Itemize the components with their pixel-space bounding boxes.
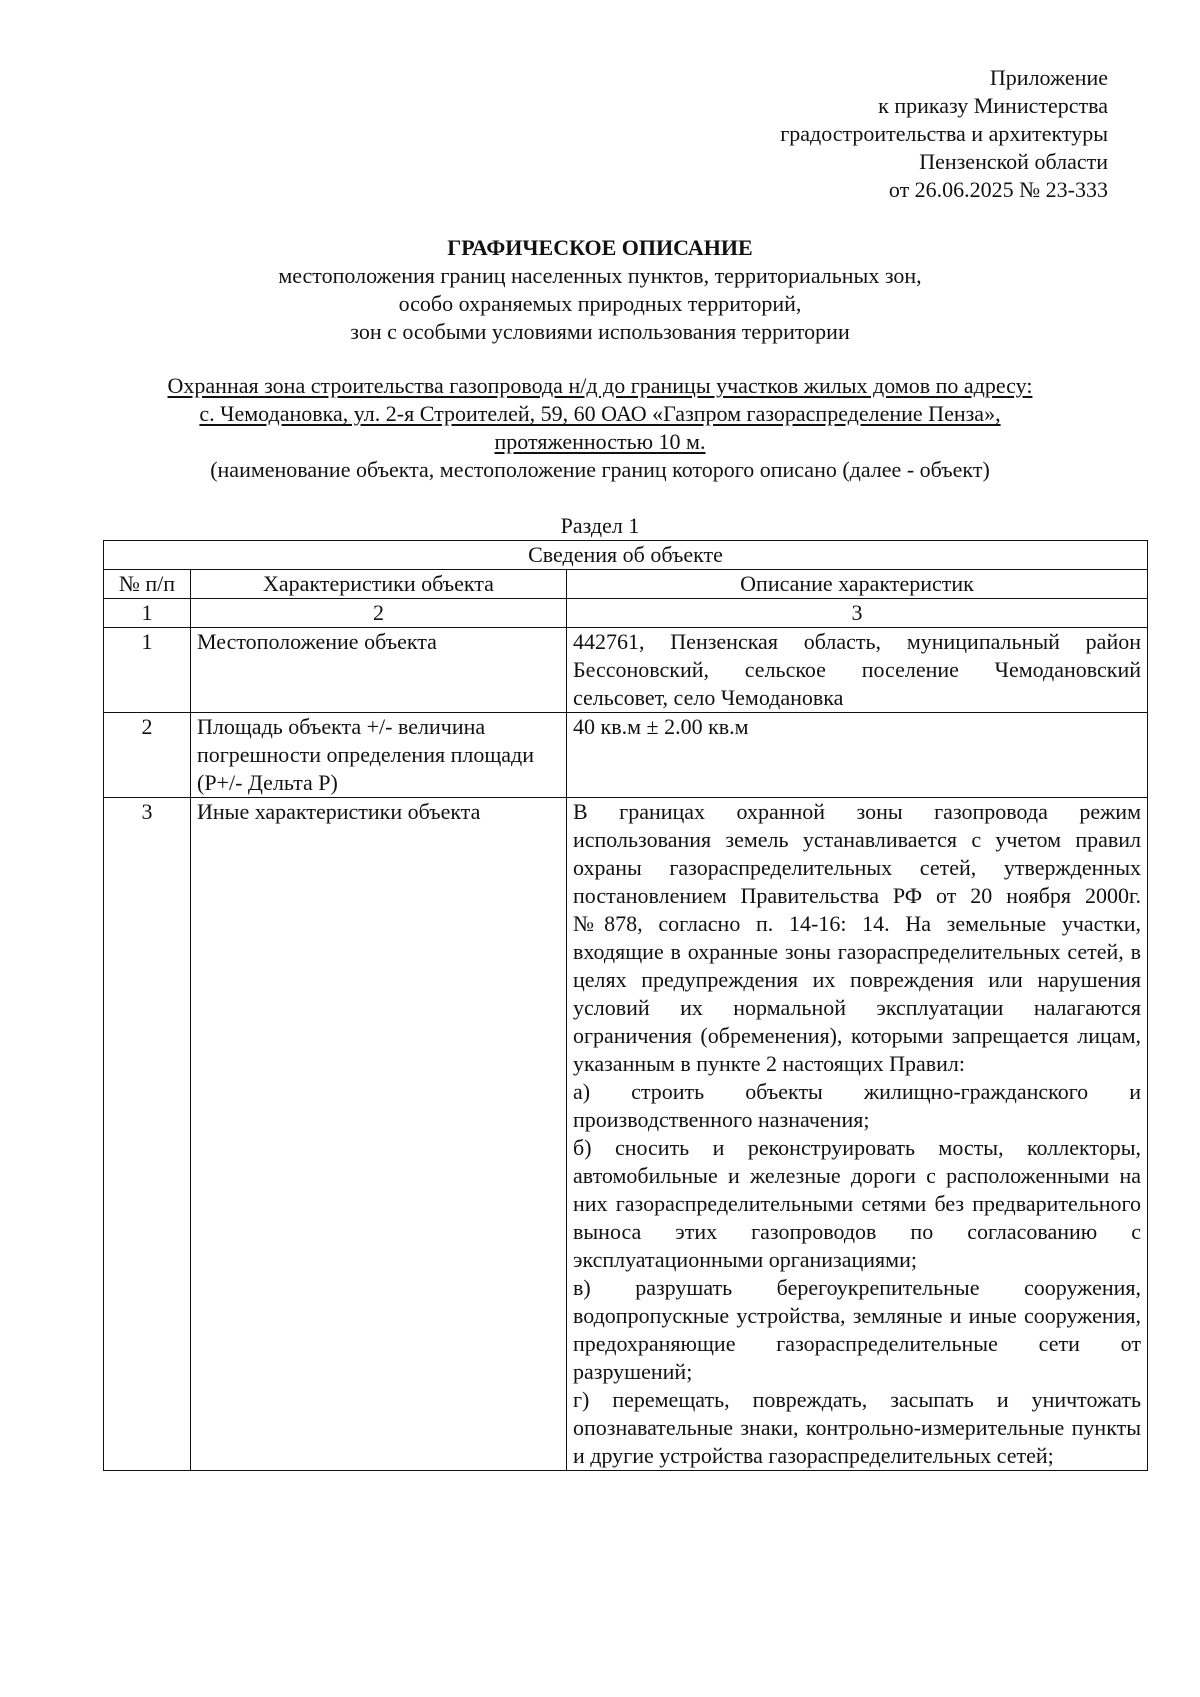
description-paragraph: 40 кв.м ± 2.00 кв.м: [573, 714, 749, 739]
approval-line-2: к приказу Министерства: [878, 93, 1108, 118]
object-name-line-2: с. Чемодановка, ул. 2-я Строителей, 59, 60 ОАО «Газпром газораспределение Пенза»,: [199, 401, 1001, 426]
approval-stamp-block: [780, 64, 1108, 204]
header-description: Описание характеристик: [567, 570, 1148, 599]
object-name-caption: (наименование объекта, местоположение границ которого описано (далее - объект): [210, 457, 990, 482]
object-name-block: [100, 372, 1100, 484]
colnum-3: 3: [567, 599, 1148, 628]
description-paragraph: а) строить объекты жилищно-гражданского и производственного назначения;: [573, 1079, 1141, 1132]
row-num: 3: [104, 798, 191, 1471]
description-paragraph: В границах охранной зоны газопровода режим использования земель устанавливается с учетом правил охраны газораспределительных сетей, утвержденных постановлением Правительства РФ от 20 ноября 2000г. №878, согласно п. 14-16: 14. На земельные участки, входящие в охранные зоны газораспределительных сетей, в целях предупреждения их повреждения или нарушения условий их нормальной эксплуатации налагаются ограничения (обременения), которыми запрещается лицам, указанным в пункте 2 настоящих Правил:: [573, 799, 1141, 1076]
table-title: Сведения об объекте: [104, 541, 1148, 570]
description-paragraph: 442761, Пензенская область, муниципальный район Бессоновский, сельское поселение Чемодановский сельсовет, село Чемодановка: [573, 629, 1141, 710]
approval-line-3: градостроительства и архитектуры: [780, 121, 1108, 146]
document-title-block: [100, 234, 1100, 346]
document-subtitle-3: зон с особыми условиями использования территории: [350, 319, 850, 344]
approval-line-4: Пензенской области: [919, 149, 1108, 174]
document-title: ГРАФИЧЕСКОЕ ОПИСАНИЕ: [447, 235, 753, 260]
approval-line-1: Приложение: [989, 65, 1108, 90]
document-subtitle-2: особо охраняемых природных территорий,: [398, 291, 802, 316]
row-description: [567, 713, 1148, 798]
object-info-table: [103, 540, 1148, 1471]
header-num: № п/п: [104, 570, 191, 599]
table-row: [104, 713, 1148, 798]
row-num: 1: [104, 628, 191, 713]
table-row: [104, 798, 1148, 1471]
row-description: [567, 628, 1148, 713]
table-header-row: [104, 570, 1148, 599]
approval-line-5: от 26.06.2025 № 23-333: [888, 177, 1108, 202]
header-characteristic: Характеристики объекта: [191, 570, 567, 599]
row-description: [567, 798, 1148, 1471]
object-name-line-3: протяженностью 10 м.: [494, 429, 706, 454]
description-paragraph: г) перемещать, повреждать, засыпать и уничтожать опознавательные знаки, контрольно-измерительные пункты и другие устройства газораспределительных сетей;: [573, 1387, 1141, 1468]
row-characteristic: Площадь объекта +/- величина погрешности определения площади (Р+/- Дельта Р): [191, 713, 567, 798]
description-paragraph: в) разрушать берегоукрепительные сооружения, водопропускные устройства, земляные и иные сооружения, предохраняющие газораспределительные сети от разрушений;: [573, 1275, 1141, 1384]
section-label: Раздел 1: [560, 513, 640, 538]
description-paragraph: б) сносить и реконструировать мосты, коллекторы, автомобильные и железные дороги с расположенными на них газораспределительными сетями без предварительного выноса этих газопроводов по согласованию с эксплуатационными организациями;: [573, 1135, 1141, 1272]
table-colnum-row: [104, 599, 1148, 628]
row-characteristic: Местоположение объекта: [191, 628, 567, 713]
row-num: 2: [104, 713, 191, 798]
colnum-1: 1: [104, 599, 191, 628]
table-title-row: [104, 541, 1148, 570]
colnum-2: 2: [191, 599, 567, 628]
row-characteristic: Иные характеристики объекта: [191, 798, 567, 1471]
table-row: [104, 628, 1148, 713]
document-subtitle-1: местоположения границ населенных пунктов, территориальных зон,: [278, 263, 922, 288]
object-name-line-1: Охранная зона строительства газопровода н/д до границы участков жилых домов по адресу:: [167, 373, 1033, 398]
